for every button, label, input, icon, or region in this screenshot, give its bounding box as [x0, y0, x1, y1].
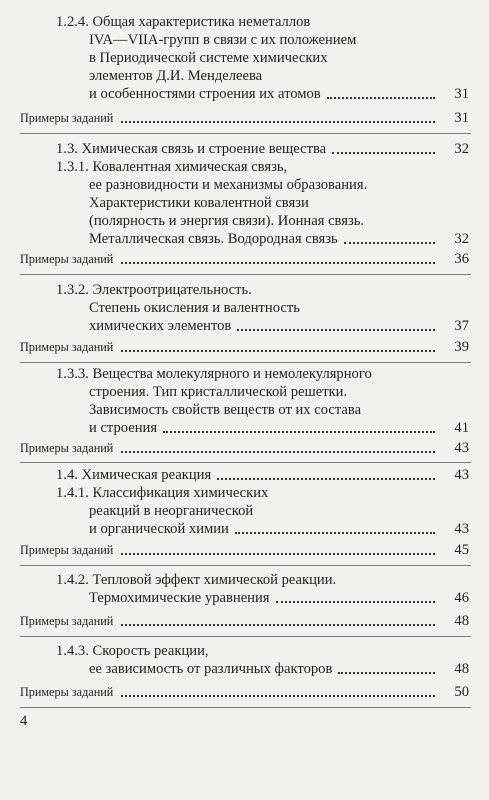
- examples-label: Примеры заданий: [20, 614, 114, 628]
- entry-line: строения. Тип кристаллической решетки.: [89, 384, 348, 400]
- dot-leader: [344, 241, 435, 244]
- entry-line: 1.3.1. Ковалентная химическая связь,: [56, 159, 288, 175]
- page-number: 39: [454, 339, 469, 355]
- examples-entry: [20, 543, 469, 558]
- examples-label: Примеры заданий: [20, 340, 114, 354]
- separator-line: [20, 707, 471, 708]
- dot-leader: [121, 623, 435, 626]
- page-number: 46: [454, 590, 469, 606]
- page-number: 31: [454, 110, 469, 126]
- entry-line: реакций в неорганической: [89, 503, 254, 519]
- entry-line: элементов Д.И. Менделеева: [89, 68, 263, 84]
- page-number: 50: [454, 684, 469, 700]
- page-number: 43: [454, 467, 469, 483]
- entry-line: 1.3. Химическая связь и строение вещества: [56, 141, 327, 157]
- dot-leader: [217, 477, 435, 480]
- entry-line: 1.4.3. Скорость реакции,: [56, 643, 209, 659]
- dot-leader: [338, 671, 435, 674]
- dot-leader: [237, 328, 435, 331]
- examples-entry: [20, 340, 469, 355]
- page-number: 45: [454, 542, 469, 558]
- entry-line: Степень окисления и валентность: [89, 300, 300, 316]
- page-number: 43: [454, 521, 469, 537]
- entry-line: и особенностями строения их атомов: [89, 86, 321, 102]
- dot-leader: [121, 552, 435, 555]
- dot-leader: [163, 430, 435, 433]
- entry-line: Зависимость свойств веществ от их состава: [89, 402, 362, 418]
- dot-leader: [121, 450, 435, 453]
- examples-label: Примеры заданий: [20, 441, 114, 455]
- dot-leader: [327, 96, 435, 99]
- folio-page-number: 4: [20, 713, 28, 729]
- entry-line: 1.3.3. Вещества молекулярного и немолекулярного: [56, 366, 372, 382]
- entry-line: 1.4. Химическая реакция: [56, 467, 212, 483]
- entry-line: 1.4.2. Тепловой эффект химической реакции.: [56, 572, 337, 588]
- entry-line: химических элементов: [89, 318, 232, 334]
- entry-line: 1.4.1. Классификация химических: [56, 485, 269, 501]
- entry-line: ее разновидности и механизмы образования.: [89, 177, 368, 193]
- separator-line: [20, 636, 471, 637]
- page-number: 37: [454, 318, 469, 334]
- entry-line: IVA—VIIA-групп в связи с их положением: [89, 32, 357, 48]
- dot-leader: [121, 349, 435, 352]
- entry-line: и органической химии: [89, 521, 229, 537]
- examples-label: Примеры заданий: [20, 252, 114, 266]
- page-number: 41: [454, 420, 469, 436]
- separator-line: [20, 133, 471, 134]
- examples-label: Примеры заданий: [20, 543, 114, 557]
- examples-entry: [20, 614, 469, 629]
- entry-line: 1.3.2. Электроотрицательность.: [56, 282, 252, 298]
- entry-line: и строения: [89, 420, 158, 436]
- examples-label: Примеры заданий: [20, 111, 114, 125]
- page-number: 32: [454, 141, 469, 157]
- entry-line: ее зависимость от различных факторов: [89, 661, 333, 677]
- examples-label: Примеры заданий: [20, 685, 114, 699]
- separator-line: [20, 565, 471, 566]
- dot-leader: [121, 120, 435, 123]
- dot-leader: [121, 694, 435, 697]
- page-number: 48: [454, 613, 469, 629]
- examples-entry: [20, 252, 469, 267]
- examples-entry: [20, 441, 469, 456]
- page-number: 43: [454, 440, 469, 456]
- examples-entry: [20, 111, 469, 126]
- separator-line: [20, 362, 471, 363]
- entry-line: в Периодической системе химических: [89, 50, 328, 66]
- page-number: 48: [454, 661, 469, 677]
- page-number: 36: [454, 251, 469, 267]
- dot-leader: [332, 151, 435, 154]
- separator-line: [20, 274, 471, 275]
- entry-line: 1.2.4. Общая характеристика неметаллов: [56, 14, 311, 30]
- page-number: 32: [454, 231, 469, 247]
- examples-entry: [20, 685, 469, 700]
- dot-leader: [121, 261, 435, 264]
- entry-line: Характеристики ковалентной связи: [89, 195, 309, 211]
- dot-leader: [235, 531, 435, 534]
- entry-line: Термохимические уравнения: [89, 590, 270, 606]
- dot-leader: [276, 600, 436, 603]
- separator-line: [20, 462, 471, 463]
- page-number: 31: [454, 86, 469, 102]
- entry-line: (полярность и энергия связи). Ионная связь.: [89, 213, 365, 229]
- entry-line: Металлическая связь. Водородная связь: [89, 231, 338, 247]
